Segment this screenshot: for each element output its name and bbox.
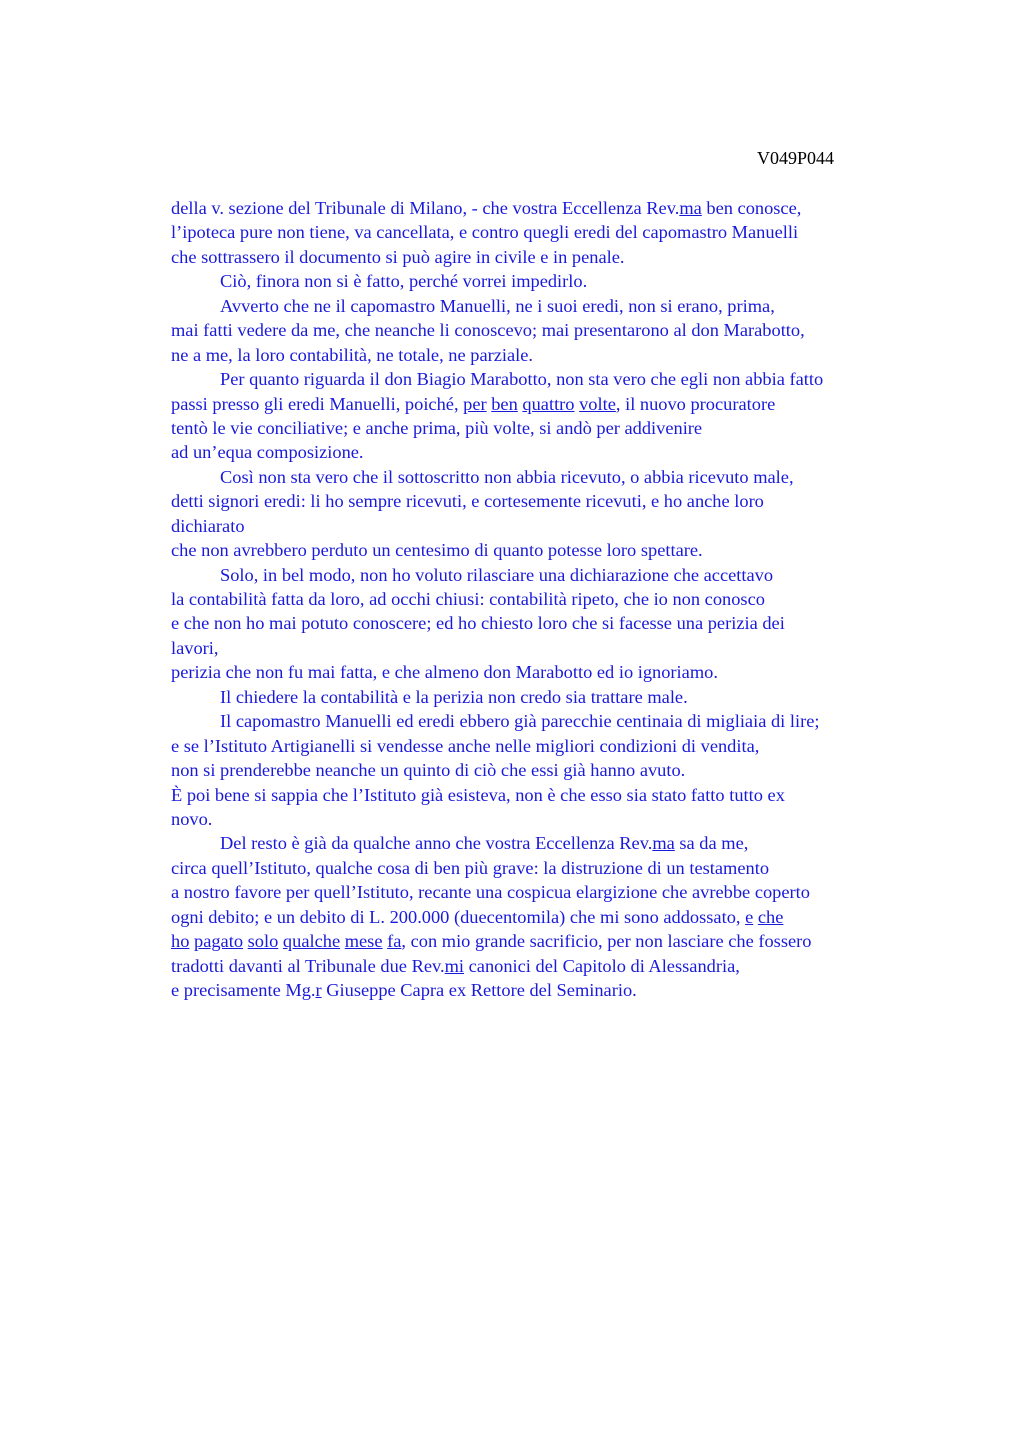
underlined-word: ma bbox=[652, 833, 675, 854]
text-segment: a nostro favore per quell’Istituto, recante una cospicua elargizione che avrebbe coperto bbox=[171, 882, 810, 903]
text-segment: sa da me, bbox=[674, 833, 749, 854]
text-segment: e precisamente Mg. bbox=[171, 980, 316, 1000]
underlined-word: r bbox=[315, 980, 322, 1000]
text-line bbox=[171, 929, 911, 953]
text-segment: Ciò, finora non si è fatto, perché vorrei impedirlo. bbox=[220, 271, 588, 292]
underlined-word: ma bbox=[679, 198, 702, 218]
text-segment: lavori, bbox=[171, 637, 219, 658]
underlined-word: solo bbox=[247, 931, 279, 952]
text-segment: che sottrassero il documento si può agire in civile e in penale. bbox=[171, 246, 625, 267]
text-segment: Del resto è già da qualche anno che vostra Eccellenza Rev. bbox=[220, 833, 653, 854]
text-line bbox=[171, 294, 911, 318]
text-segment: canonici del Capitolo di Alessandria, bbox=[464, 955, 740, 976]
text-segment: Il capomastro Manuelli ed eredi ebbero già parecchie centinaia di migliaia di lire; bbox=[220, 711, 820, 732]
text-line bbox=[171, 538, 911, 562]
text-line bbox=[171, 611, 911, 635]
text-line bbox=[171, 709, 911, 733]
underlined-word: e bbox=[745, 906, 754, 927]
text-segment: perizia che non fu mai fatta, e che almeno don Marabotto ed io ignoriamo. bbox=[171, 662, 718, 683]
underlined-word: fa bbox=[387, 931, 402, 952]
letter-body bbox=[171, 196, 911, 1002]
text-line bbox=[171, 954, 911, 978]
text-segment: la contabilità fatta da loro, ad occhi chiusi: contabilità ripeto, che io non conosco bbox=[171, 589, 765, 609]
text-line bbox=[171, 660, 911, 684]
text-segment: dichiarato bbox=[171, 515, 245, 536]
underlined-word: pagato bbox=[194, 931, 244, 952]
text-line bbox=[171, 465, 911, 489]
text-segment: , il nuovo procuratore bbox=[615, 393, 776, 414]
text-segment: È poi bene si sappia che l’Istituto già esisteva, non è che esso sia stato fatto tutto ex bbox=[171, 784, 785, 805]
text-line bbox=[171, 220, 911, 244]
underlined-word: per bbox=[463, 393, 487, 414]
text-line bbox=[171, 245, 911, 269]
text-segment: l’ipoteca pure non tiene, va cancellata, e contro quegli eredi del capomastro Manuelli bbox=[171, 222, 799, 243]
text-line bbox=[171, 563, 911, 587]
text-line bbox=[171, 905, 911, 929]
text-segment: passi presso gli eredi Manuelli, poiché, bbox=[171, 393, 464, 414]
text-line bbox=[171, 343, 911, 367]
text-segment: detti signori eredi: li ho sempre ricevuti, e cortesemente ricevuti, e ho anche loro bbox=[171, 491, 764, 512]
text-segment: ogni debito; e un debito di L. 200.000 (duecentomila) che mi sono addossato, bbox=[171, 906, 746, 927]
text-segment: Per quanto riguarda il don Biagio Marabotto, non sta vero che egli non abbia fatto bbox=[220, 369, 824, 390]
text-segment: circa quell’Istituto, qualche cosa di ben più grave: la distruzione di un testamento bbox=[171, 857, 770, 878]
text-line bbox=[171, 587, 911, 611]
text-line bbox=[171, 440, 911, 464]
text-line bbox=[171, 831, 911, 855]
underlined-word: quattro bbox=[522, 393, 575, 414]
text-segment: novo. bbox=[171, 808, 213, 829]
text-line bbox=[171, 367, 911, 391]
text-line bbox=[171, 269, 911, 293]
text-segment: Avverto che ne il capomastro Manuelli, ne i suoi eredi, non si erano, prima, bbox=[220, 295, 775, 316]
text-segment: Il chiedere la contabilità e la perizia non credo sia trattare male. bbox=[220, 686, 688, 707]
underlined-word: mi bbox=[444, 955, 465, 976]
text-segment: Così non sta vero che il sottoscritto non abbia ricevuto, o abbia ricevuto male, bbox=[220, 466, 794, 487]
underlined-word: che bbox=[757, 906, 784, 927]
text-line bbox=[171, 856, 911, 880]
text-line bbox=[171, 734, 911, 758]
text-line bbox=[171, 514, 911, 538]
text-line bbox=[171, 807, 911, 831]
text-segment: mai fatti vedere da me, che neanche li conoscevo; mai presentarono al don Marabotto, bbox=[171, 320, 805, 341]
text-segment: tentò le vie conciliative; e anche prima, più volte, si andò per addivenire bbox=[171, 417, 703, 438]
text-line bbox=[171, 392, 911, 416]
text-line bbox=[171, 636, 911, 660]
underlined-word: qualche bbox=[282, 931, 341, 952]
text-line bbox=[171, 758, 911, 782]
text-line bbox=[171, 880, 911, 904]
text-segment: e che non ho mai potuto conoscere; ed ho chiesto loro che si facesse una perizia dei bbox=[171, 613, 785, 634]
text-line bbox=[171, 196, 911, 220]
text-segment: tradotti davanti al Tribunale due Rev. bbox=[171, 955, 445, 976]
text-line bbox=[171, 489, 911, 513]
page-id: V049P044 bbox=[757, 148, 835, 168]
text-segment: , con mio grande sacrificio, per non lasciare che fossero bbox=[401, 931, 812, 952]
underlined-word: ben bbox=[491, 393, 518, 414]
text-segment: della v. sezione del Tribunale di Milano, - che vostra Eccellenza Rev. bbox=[171, 198, 680, 218]
underlined-word: mese bbox=[344, 931, 383, 952]
text-segment: non si prenderebbe neanche un quinto di ciò che essi già hanno avuto. bbox=[171, 760, 686, 781]
underlined-word: ho bbox=[171, 931, 190, 952]
text-segment: che non avrebbero perduto un centesimo di quanto potesse loro spettare. bbox=[171, 540, 703, 561]
text-segment: Giuseppe Capra ex Rettore del Seminario. bbox=[321, 980, 637, 1000]
text-segment: ben conosce, bbox=[701, 198, 802, 218]
underlined-word: volte bbox=[579, 393, 616, 414]
text-line bbox=[171, 978, 911, 1002]
text-line bbox=[171, 685, 911, 709]
text-segment: e se l’Istituto Artigianelli si vendesse anche nelle migliori condizioni di vendita, bbox=[171, 735, 760, 756]
text-line bbox=[171, 416, 911, 440]
text-segment: ad un’equa composizione. bbox=[171, 442, 364, 463]
text-line bbox=[171, 783, 911, 807]
text-line bbox=[171, 318, 911, 342]
text-segment: Solo, in bel modo, non ho voluto rilasciare una dichiarazione che accettavo bbox=[220, 564, 774, 585]
text-segment: ne a me, la loro contabilità, ne totale, ne parziale. bbox=[171, 344, 534, 365]
